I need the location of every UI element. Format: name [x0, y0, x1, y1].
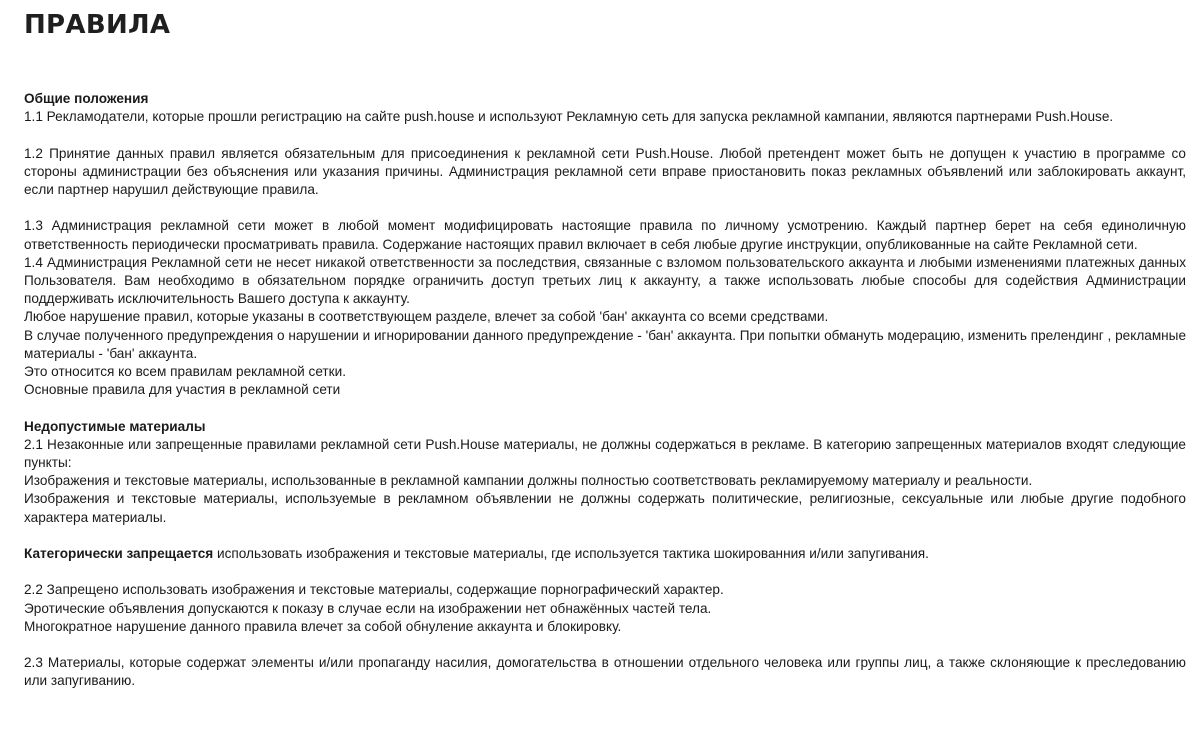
rule-2-2: 2.2 Запрещено использовать изображения и текстовые материалы, содержащие порнографический характер. — [24, 582, 724, 598]
rule-strictly-forbidden — [24, 545, 1186, 563]
rule-1-4: 1.4 Администрация Рекламной сети не несет никакой ответственности за последствия, связанные с взломом пользовательского аккаунта и любыми изменениями платежных данных Пользователя. Вам необходимо в обязательном порядке ограничить доступ третьих лиц к аккаунту, а также использовать любые способы для содействия Администрации поддерживать исключительность Вашего доступа к аккаунту. — [24, 254, 1186, 307]
rules-content — [24, 90, 1186, 691]
strictly-forbidden-text: использовать изображения и текстовые материалы, где используется тактика шокированния и/или запугивания. — [213, 546, 929, 562]
page-title: ПРАВИЛА — [24, 10, 171, 40]
section-heading-forbidden: Недопустимые материалы — [24, 418, 206, 434]
rule-ban-line: Любое нарушение правил, которые указаны в соответствующем разделе, влечет за собой 'бан' аккаунта со всеми средствами. — [24, 309, 829, 325]
rule-images-line-1: Изображения и текстовые материалы, использованные в рекламной кампании должны полностью соответствовать рекламируемому материалу и реальности. — [24, 473, 1033, 489]
rule-repeat-line: Многократное нарушение данного правила влечет за собой обнуление аккаунта и блокировку. — [24, 618, 622, 634]
rule-1-3: 1.3 Администрация рекламной сети может в любой момент модифицировать настоящие правила по личному усмотрению. Каждый партнер берет на себя единоличную ответственность периодически просматривать правила. Содержание настоящих правил включает в себя любые другие инструкции, опубликованные на сайте Рекламной сети. — [24, 218, 1186, 252]
strictly-forbidden-label: Категорически запрещается — [24, 546, 214, 562]
rule-basic-line: Основные правила для участия в рекламной сети — [24, 382, 341, 398]
rule-2-1: 2.1 Незаконные или запрещенные правилами рекламной сети Push.House материалы, не должны содержаться в рекламе. В категорию запрещенных материалов входят следующие пункты: — [24, 436, 1186, 471]
spacer — [24, 126, 1186, 144]
spacer — [24, 563, 1186, 581]
spacer — [24, 199, 1186, 217]
rule-erotic-line: Эротические объявления допускаются к показу в случае если на изображении нет обнажённых частей тела. — [24, 600, 712, 616]
rule-warning-line: В случае полученного предупреждения о нарушении и игнорировании данного предупреждение - 'бан' аккаунта. При попытки обмануть модерацию, изменить прелендинг , рекламные материалы - 'бан' аккаунта. — [24, 327, 1186, 361]
spacer — [24, 636, 1186, 654]
rule-1-2: 1.2 Принятие данных правил является обязательным для присоединения к рекламной сети Push.House. Любой претендент может быть не допущен к участию в программе со стороны администрации без объяснения или указания причины. Администрация рекламной сети вправе приостановить показ рекламных объявлений или заблокировать аккаунт, если партнер нарушил действующие правила. — [24, 145, 1186, 197]
rule-2-3: 2.3 Материалы, которые содержат элементы и/или пропаганду насилия, домогательства в отношении отдельного человека или группы лиц, а также склоняющие к преследованию или запугиванию. — [24, 655, 1186, 689]
rule-1-1: 1.1 Рекламодатели, которые прошли регистрацию на сайте push.house и используют Рекламную сеть для запуска рекламной кампании, являются партнерами Push.House. — [24, 109, 1114, 125]
rule-images-line-2: Изображения и текстовые материалы, используемые в рекламном объявлении не должны содержать политические, религиозные, сексуальные или любые другие подобного характера материалы. — [24, 491, 1186, 525]
spacer — [24, 527, 1186, 545]
section-forbidden-materials — [24, 418, 1186, 473]
spacer — [24, 399, 1186, 417]
rule-all-rules-line: Это относится ко всем правилам рекламной сетки. — [24, 364, 346, 380]
section-heading-general: Общие положения — [24, 91, 149, 106]
section-general — [24, 90, 1186, 126]
